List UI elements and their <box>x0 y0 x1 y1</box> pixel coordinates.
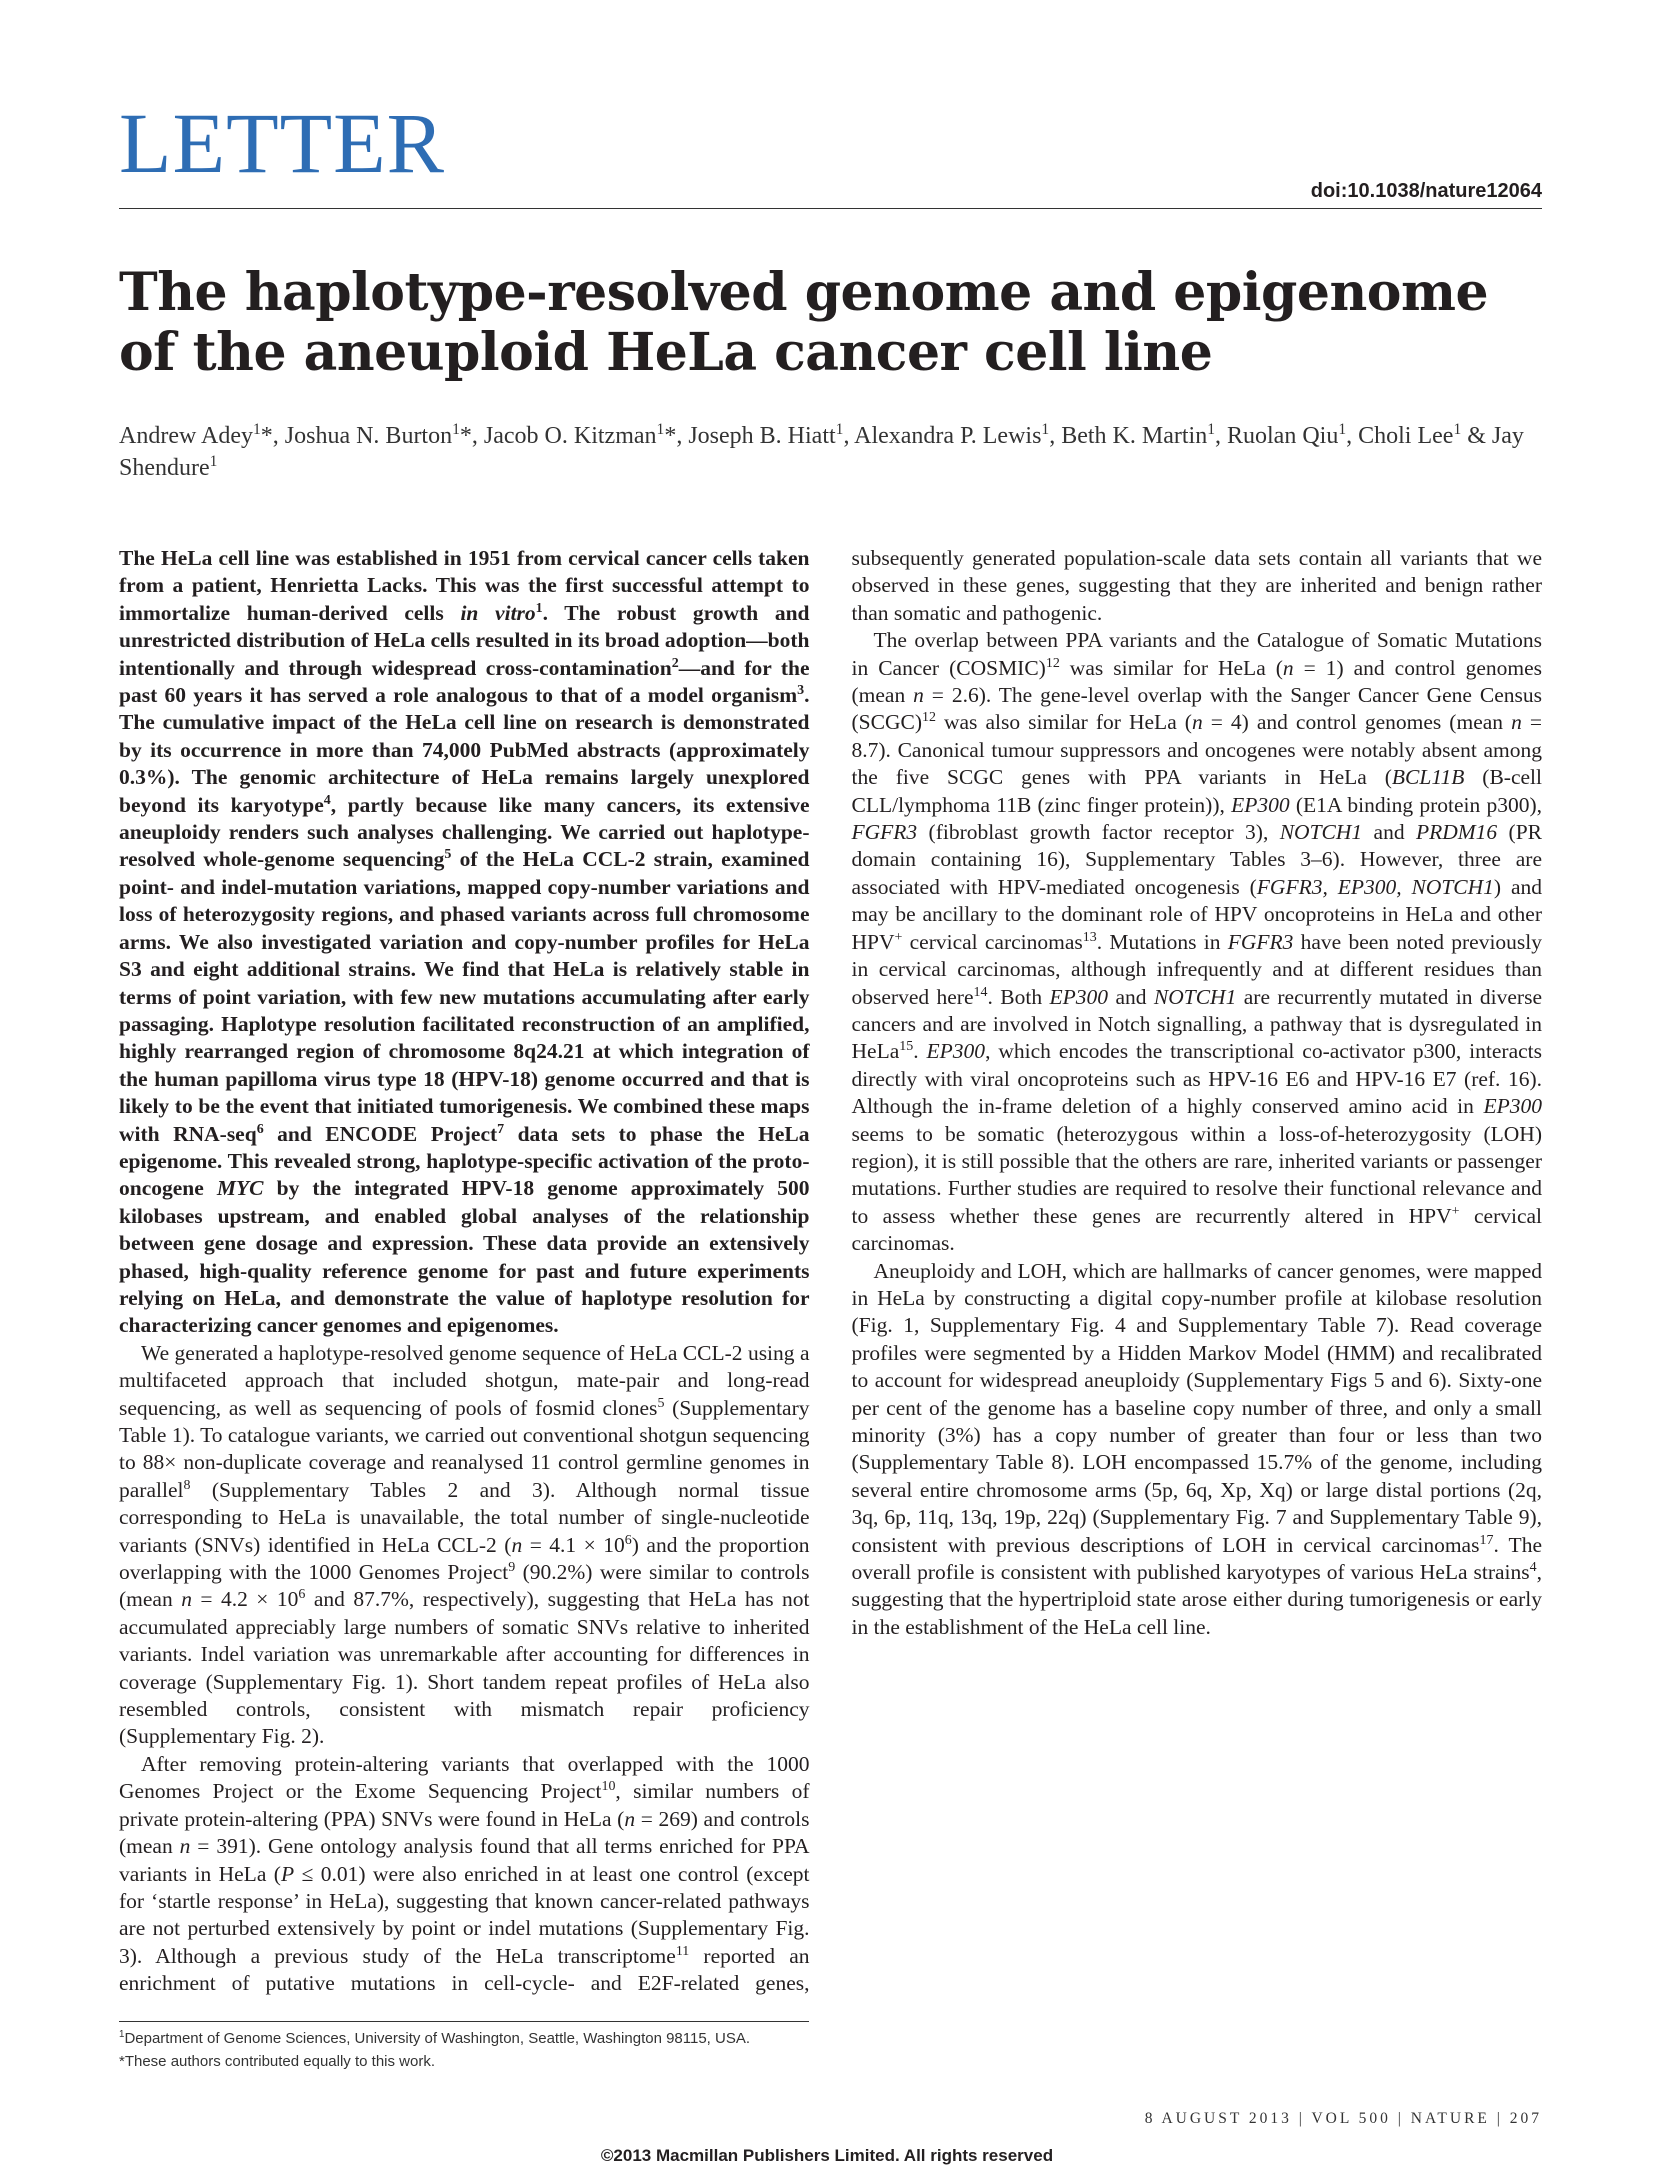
article-body <box>119 545 1542 2002</box>
footnote-rule <box>119 2021 809 2022</box>
article-title: The haplotype-resolved genome and epigenome of the aneuploid HeLa cancer cell line <box>119 262 1489 383</box>
doi[interactable]: doi:10.1038/nature12064 <box>1310 180 1542 202</box>
copyright-notice: ©2013 Macmillan Publishers Limited. All rights reserved <box>600 2146 1054 2165</box>
abstract: The HeLa cell line was established in 1951 from cervical cancer cells taken from a patient, Henrietta Lacks. This was the first successful attempt to immortalize human-derived cells in vitro$^1$. The robust growth and unrestricted distribution of HeLa cells resulted in its broad adoption—both intentionally and through widespread cross-contamination$^2$—and for the past 60 years it has served a role analogous to that of a model organism$^3$. The cumulative impact of the HeLa cell line on research is demonstrated by its occurrence in more than 74,000 PubMed abstracts (approximately 0.3%). The genomic architecture of HeLa remains largely unexplored beyond its karyotype$^4$, partly because like many cancers, its extensive aneuploidy renders such analyses challenging. We carried out haplotype-resolved whole-genome sequencing$^5$ of the HeLa CCL-2 strain, examined point- and indel-mutation variations, mapped copy-number variations and loss of heterozygosity regions, and phased variants across full chromosome arms. We also investigated variation and copy-number profiles for HeLa S3 and eight additional strains. We find that HeLa is relatively stable in terms of point variation, with few new mutations accumulating after early passaging. Haplotype resolution facilitated reconstruction of an amplified, highly rearranged region of chromosome 8q24.21 at which integration of the human papilloma virus type 18 (HPV-18) genome occurred and that is likely to be the event that initiated tumorigenesis. We combined these maps with RNA-seq$^6$ and ENCODE Project$^7$ data sets to phase the HeLa epigenome. This revealed strong, haplotype-specific activation of the proto-oncogene MYC by the integrated HPV-18 genome approximately 500 kilobases upstream, and enabled global analyses of the relationship between gene dosage and expression. These data provide an extensively phased, high-quality reference genome for past and future experiments relying on HeLa, and demonstrate the value of haplotype resolution for characterizing cancer genomes and epigenomes. <box>119 546 810 1338</box>
affiliation-footnote: $^1$Department of Genome Sciences, University of Washington, Seattle, Washington 98115, USA. <box>119 2029 751 2047</box>
body-paragraph: After removing protein-altering variants that overlapped with the 1000 Genomes Project or the Exome Sequencing Project$^{10}$, similar numbers of private protein-altering (PPA) SNVs were found in HeLa (n = 269) and controls (mean n = 391). Gene ontology analysis found that all terms enriched for PPA variants in HeLa (P ≤ 0.01) were also enriched in at least one control (except for ‘startle response’ in HeLa), suggesting that known cancer-related pathways are not perturbed extensively by point or indel mutations (Supplementary Fig. 3). Although a previous study of the HeLa transcriptome$^{11}$ reported an enrichment of putative mutations in cell-cycle- and E2F-related genes, subsequently generated population-scale data sets contain all variants that we observed in these genes, suggesting that they are inherited and benign rather than somatic and pathogenic. <box>119 546 1542 1996</box>
author-list: Andrew Adey$^1$*, Joshua N. Burton$^1$*, Jacob O. Kitzman$^1$*, Joseph B. Hiatt$^1$, Alexandra P. Lewis$^1$, Beth K. Martin$^1$, Ruolan Qiu$^1$, Choli Lee$^1$ & Jay Shendure$^1$ <box>119 421 1524 481</box>
body-paragraph: The overlap between PPA variants and the Catalogue of Somatic Mutations in Cancer (COSMIC)$^{12}$ was similar for HeLa (n = 1) and control genomes (mean n = 2.6). The gene-level overlap with the Sanger Cancer Gene Census (SCGC)$^{12}$ was also similar for HeLa (n = 4) and control genomes (mean n = 8.7). Canonical tumour suppressors and oncogenes were notably absent among the five SCGC genes with PPA variants in HeLa (BCL11B (B-cell CLL/lymphoma 11B (zinc finger protein)), EP300 (E1A binding protein p300), FGFR3 (fibroblast growth factor receptor 3), NOTCH1 and PRDM16 (PR domain containing 16), Supplementary Tables 3–6). However, three are associated with HPV-mediated oncogenesis (FGFR3, EP300, NOTCH1) and may be ancillary to the dominant role of HPV oncoproteins in HeLa and other HPV+ cervical carcinomas$^{13}$. Mutations in FGFR3 have been noted previously in cervical carcinomas, although infrequently and at different residues than observed here$^{14}$. Both EP300 and NOTCH1 are recurrently mutated in diverse cancers and are involved in Notch signalling, a pathway that is dysregulated in HeLa$^{15}$. EP300, which encodes the transcriptional co-activator p300, interacts directly with viral oncoproteins such as HPV-16 E6 and HPV-16 E7 (ref. 16). Although the in-frame deletion of a highly conserved amino acid in EP300 seems to be somatic (heterozygous within a loss-of-heterozygosity (LOH) region), it is still possible that the others are rare, inherited variants or passenger mutations. Further studies are required to resolve their functional relevance and to assess whether these genes are recurrently altered in HPV+ cervical carcinomas. <box>851 628 1543 1256</box>
header-rule <box>119 208 1542 209</box>
body-paragraph: Aneuploidy and LOH, which are hallmarks of cancer genomes, were mapped in HeLa by constructing a digital copy-number profile at kilobase resolution (Fig. 1, Supplementary Fig. 4 and Supplementary Table 7). Read coverage profiles were segmented by a Hidden Markov Model (HMM) and recalibrated to account for widespread aneuploidy (Supplementary Figs 5 and 6). Sixty-one per cent of the genome has a baseline copy number of three, and only a small minority (3%) has a copy number of greater than four or less than two (Supplementary Table 8). LOH encompassed 15.7% of the genome, including several entire chromosome arms (5p, 6q, Xp, Xq) or large distal portions (2q, 3q, 6p, 11q, 13q, 19p, 22q) (Supplementary Fig. 7 and Supplementary Table 9), consistent with previous descriptions of LOH in cervical carcinomas$^{17}$. The overall profile is consistent with published karyotypes of various HeLa strains$^4$, suggesting that the hypertriploid state arose either during tumorigenesis or early in the establishment of the HeLa cell line. <box>851 1258 1542 1639</box>
footnotes <box>119 2027 1019 2073</box>
equal-contribution-footnote: *These authors contributed equally to this work. <box>119 2053 436 2070</box>
body-paragraph: We generated a haplotype-resolved genome sequence of HeLa CCL-2 using a multifaceted approach that included shotgun, mate-pair and long-read sequencing, as well as sequencing of pools of fosmid clones$^5$ (Supplementary Table 1). To catalogue variants, we carried out conventional shotgun sequencing to 88× non-duplicate coverage and reanalysed 11 control germline genomes in parallel$^8$ (Supplementary Tables 2 and 3). Although normal tissue corresponding to HeLa is unavailable, the total number of single-nucleotide variants (SNVs) identified in HeLa CCL-2 $(n = 4.1 \times 10^6)$ and the proportion overlapping with the 1000 Genomes Project$^9$ (90.2%) were similar to controls (mean $n = 4.2 \times 10^6$ and 87.7%, respectively), suggesting that HeLa has not accumulated appreciably large numbers of somatic SNVs relative to inherited variants. Indel variation was unremarkable after accounting for differences in coverage (Supplementary Fig. 1). Short tandem repeat profiles of HeLa also resembled controls, consistent with mismatch repair proficiency (Supplementary Fig. 2). <box>119 1340 810 1749</box>
journal-footer: 8 AUGUST 2013 | VOL 500 | NATURE | 207 <box>1144 2110 1542 2127</box>
section-label: LETTER <box>119 95 446 191</box>
